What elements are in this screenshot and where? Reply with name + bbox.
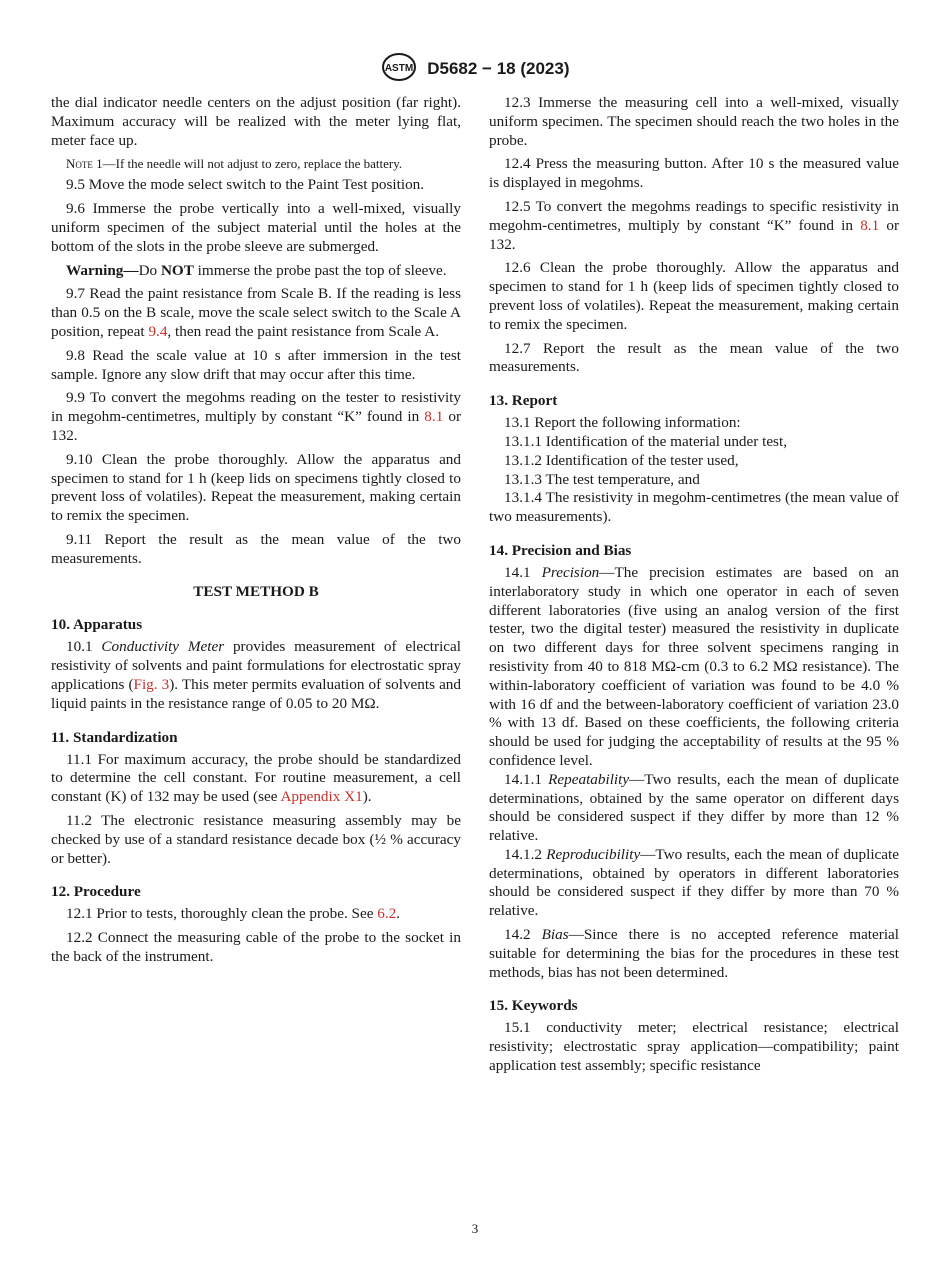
paragraph-9-11: 9.11 Report the result as the mean value of the two measurements. bbox=[51, 530, 461, 567]
section-12-heading: 12. Procedure bbox=[51, 883, 141, 901]
p12-1-text-b: . bbox=[396, 905, 401, 923]
test-method-heading: TEST METHOD B bbox=[193, 582, 319, 600]
p14-1-1-text-a: 14.1.1 bbox=[504, 770, 549, 788]
p9-9-text-a: 9.9 To convert the megohms reading on the tester to resistivity in megohm-centimetres, multiply by constant “K” found in bbox=[51, 389, 461, 426]
p9-7-text-a: 9.7 Read the paint resistance from Scale B. If the reading is less than 0.5 on the B scale, move the scale select switch to the Scale A position, repeat bbox=[51, 285, 461, 340]
ref-link-appendix-x1[interactable]: Appendix X1 bbox=[280, 788, 363, 806]
document-code: D5682 − 18 (2023) bbox=[427, 59, 570, 78]
paragraph-14-1 bbox=[489, 564, 899, 771]
astm-logo-icon bbox=[381, 52, 417, 87]
ref-link-9-4[interactable]: 9.4 bbox=[148, 322, 168, 340]
paragraph-12-1 bbox=[51, 905, 461, 924]
p10-1-text-c: ). This meter permits evaluation of solvents and liquid paints in the resistance range of 0.05 to 20 MΩ. bbox=[51, 675, 461, 712]
paragraph-14-1-1 bbox=[489, 771, 899, 846]
ref-link-8-1-b[interactable]: 8.1 bbox=[860, 216, 880, 234]
ref-link-6-2[interactable]: 6.2 bbox=[377, 905, 397, 923]
right-column bbox=[489, 94, 899, 1081]
section-14-heading: 14. Precision and Bias bbox=[489, 541, 632, 559]
p10-1-text-b: provides measurement of electrical resistivity of solvents and paint formulations for electrostatic spray applications ( bbox=[51, 638, 462, 693]
section-11-heading: 11. Standardization bbox=[51, 728, 178, 746]
p14-1-2-text-a: 14.1.2 bbox=[504, 845, 547, 863]
p11-1-text-a: 11.1 For maximum accuracy, the probe should be standardized to determine the cell constant. For routine measurement, a cell constant (K) of 132 may be used (see bbox=[51, 750, 461, 806]
p10-1-text-a: 10.1 bbox=[66, 638, 102, 656]
paragraph-10-1 bbox=[51, 638, 461, 713]
paragraph-12-2: 12.2 Connect the measuring cable of the probe to the socket in the back of the instrument. bbox=[51, 929, 461, 965]
p14-1-2-text-b: —Two results, each the mean of duplicate determinations, obtained by operators in different laboratories should be considered suspect if they differ by more than 70 % relative. bbox=[489, 845, 899, 920]
p14-1-1-text-b: —Two results, each the mean of duplicate determinations, obtained by the same operator on different days should be considered suspect if they differ by more than 12 % relative. bbox=[489, 770, 899, 845]
paragraph-13-1-2: 13.1.2 Identification of the tester used, bbox=[504, 451, 739, 469]
ref-link-fig-3[interactable]: Fig. 3 bbox=[133, 675, 170, 693]
p12-5-text-b: or 132. bbox=[489, 216, 899, 253]
note-text: —If the needle will not adjust to zero, replace the battery. bbox=[102, 156, 403, 172]
warning-text-a: Do bbox=[138, 261, 161, 279]
conductivity-meter-term: Conductivity Meter bbox=[101, 638, 225, 656]
paragraph-9-10: 9.10 Clean the probe thoroughly. Allow the apparatus and specimen to stand for 1 h (keep lids on specimens tightly closed to prevent loss of volatiles). Repeat the measurement, making certain to remix the specimen. bbox=[51, 450, 461, 525]
logo-text: ASTM bbox=[384, 63, 413, 74]
repeatability-term: Repeatability bbox=[548, 770, 630, 788]
p12-1-text-a: 12.1 Prior to tests, thoroughly clean the probe. See bbox=[66, 905, 378, 923]
paragraph-12-6: 12.6 Clean the probe thoroughly. Allow the apparatus and specimen to stand for 1 h (keep lids of specimen tightly closed to prevent loss of volatiles). Repeat the measurement, making certain to remix the specimen. bbox=[489, 259, 899, 333]
p9-7-text-b: , then read the paint resistance from Scale A. bbox=[167, 322, 440, 340]
p14-2-text-b: —Since there is no accepted reference material suitable for determining the bias for the procedures in these test methods, bias has not been determined. bbox=[489, 926, 900, 981]
warning-not: NOT bbox=[160, 261, 194, 279]
paragraph-9-9 bbox=[51, 389, 461, 445]
warning-text-b: immerse the probe past the top of sleeve. bbox=[193, 261, 447, 279]
paragraph-14-1-2 bbox=[489, 846, 899, 921]
bias-term: Bias bbox=[541, 926, 569, 944]
page-header bbox=[0, 52, 950, 87]
paragraph-13-1-3: 13.1.3 The test temperature, and bbox=[504, 470, 700, 488]
p14-1-text-b: —The precision estimates are based on an interlaboratory study in which one operator in each of seven different laboratories (five using an analog version of the first tester, two the digital tester) measured the resistivity in duplicate on two different days for three solvent specimens ranging in resistivity from 40 to 818 MΩ-cm (0.3 to 6.2 MΩ resistance). The within-laboratory coefficient of variation was found to be 4.0 % with 16 df and the between-laboratory coefficient of variation 23.0 % with 13 df. Based on these coefficients, the following criteria should be used for judging the acceptability of results at the 95 % confidence level. bbox=[489, 563, 899, 769]
paragraph-9-6: 9.6 Immerse the probe vertically into a well-mixed, visually uniform specimen of the subject material until the holes at the bottom of the slots in the probe sleeve are submerged. bbox=[51, 200, 461, 255]
page-number: 3 bbox=[471, 1221, 479, 1236]
note-1 bbox=[51, 155, 461, 172]
paragraph-9-8: 9.8 Read the scale value at 10 s after immersion in the test sample. Ignore any slow drift that may occur after this time. bbox=[51, 346, 461, 383]
paragraph-15-1: 15.1 conductivity meter; electrical resistance; electrical resistivity; electrostatic spray application—compatibility; paint application test assembly; specific resistance bbox=[489, 1019, 899, 1075]
ref-link-8-1[interactable]: 8.1 bbox=[424, 408, 444, 426]
paragraph-13-1-1: 13.1.1 Identification of the material under test, bbox=[504, 432, 787, 450]
section-13-heading: 13. Report bbox=[489, 392, 558, 410]
paragraph-continued: the dial indicator needle centers on the adjust position (far right). Maximum accuracy will be realized with the meter lying flat, meter face up. bbox=[51, 94, 461, 149]
paragraph-13-1: 13.1 Report the following information: bbox=[504, 414, 741, 432]
p9-9-text-b: or 132. bbox=[51, 408, 461, 444]
paragraph-11-1 bbox=[51, 751, 461, 807]
p12-5-text-a: 12.5 To convert the megohms readings to specific resistivity in megohm-centimetres, multiply by constant “K” found in bbox=[489, 197, 899, 234]
paragraph-12-5 bbox=[489, 198, 899, 254]
warning-paragraph bbox=[51, 262, 461, 281]
paragraph-12-3: 12.3 Immerse the measuring cell into a well-mixed, visually uniform specimen. The specimen should reach the two holes in the probe. bbox=[489, 94, 899, 149]
note-label: Note 1 bbox=[66, 156, 103, 172]
paragraph-9-7 bbox=[51, 285, 461, 341]
section-10-heading: 10. Apparatus bbox=[51, 616, 143, 634]
paragraph-11-2: 11.2 The electronic resistance measuring assembly may be checked by use of a standard resistance decade box (½ % accuracy or better). bbox=[51, 811, 461, 867]
paragraph-14-2 bbox=[489, 926, 899, 982]
p11-1-text-b: ). bbox=[362, 788, 372, 806]
paragraph-12-4: 12.4 Press the measuring button. After 10 s the measured value is displayed in megohms. bbox=[489, 155, 899, 192]
precision-term: Precision bbox=[541, 563, 600, 581]
left-column bbox=[51, 94, 461, 972]
warning-label: Warning— bbox=[66, 261, 139, 279]
p14-1-text-a: 14.1 bbox=[504, 563, 542, 581]
reproducibility-term: Reproducibility bbox=[546, 845, 641, 863]
section-15-heading: 15. Keywords bbox=[489, 997, 578, 1015]
p14-2-text-a: 14.2 bbox=[504, 926, 542, 944]
paragraph-13-1-4: 13.1.4 The resistivity in megohm-centimetres (the mean value of two measurements). bbox=[489, 489, 899, 526]
paragraph-9-5: 9.5 Move the mode select switch to the Paint Test position. bbox=[66, 176, 425, 194]
paragraph-12-7: 12.7 Report the result as the mean value of the two measurements. bbox=[489, 339, 899, 376]
